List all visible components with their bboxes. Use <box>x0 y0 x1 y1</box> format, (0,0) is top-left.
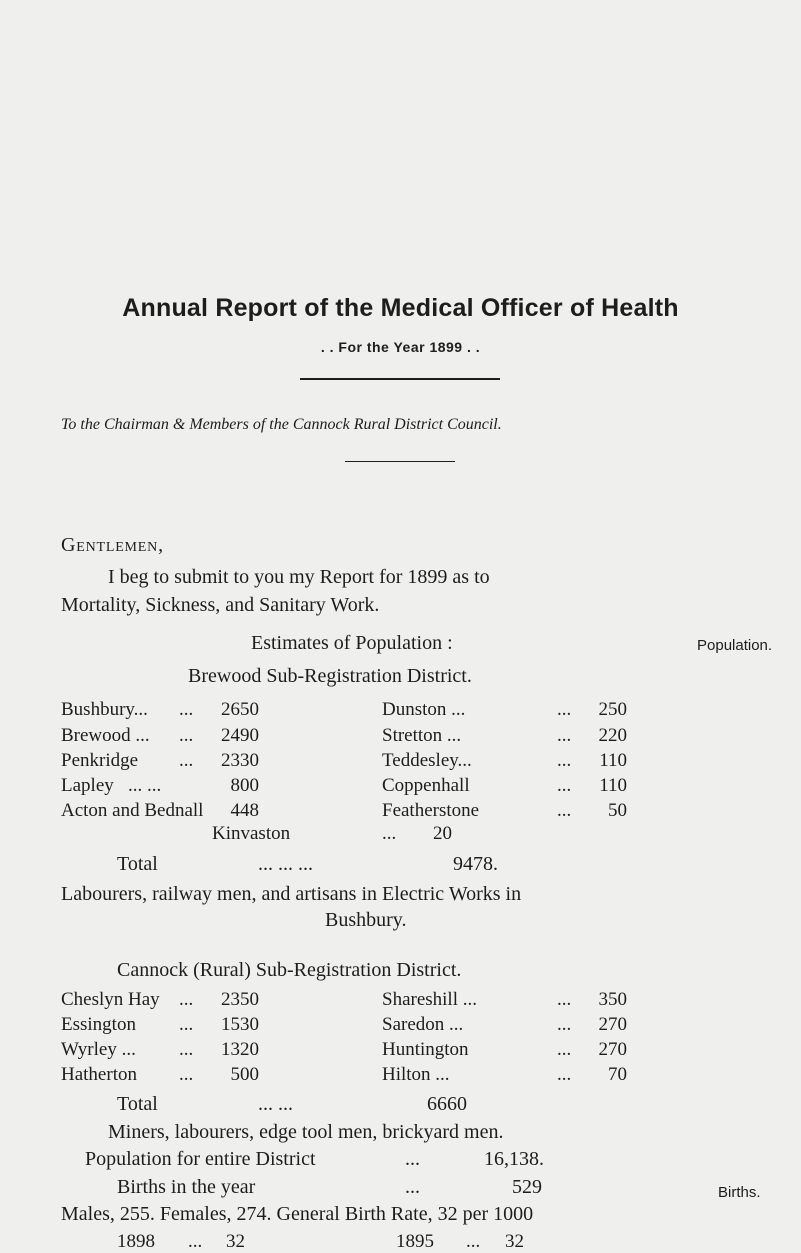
brewood-note-line-2: Bushbury. <box>325 909 407 931</box>
year-rate: 32 <box>226 1231 245 1252</box>
brewood-heading: Brewood Sub-Registration District. <box>188 665 472 687</box>
dots: ... <box>557 989 572 1010</box>
page-title: Annual Report of the Medical Officer of Health <box>122 294 679 322</box>
list-item: Wyrley ... <box>61 1039 136 1060</box>
dots: ... <box>557 1039 572 1060</box>
kinvaston-dots: ... <box>382 823 397 844</box>
cannock-total-dots: ... ... <box>258 1093 293 1115</box>
population-value: 800 <box>230 775 259 796</box>
population-total-value: 16,138. <box>484 1148 544 1170</box>
population-value: 50 <box>608 800 627 821</box>
population-value: 2490 <box>221 725 259 746</box>
population-value: 1530 <box>221 1014 259 1035</box>
births-dots: ... <box>405 1176 420 1198</box>
dots: ... <box>179 750 194 771</box>
population-value: 220 <box>598 725 627 746</box>
list-item: Saredon ... <box>382 1014 464 1035</box>
population-value: 350 <box>598 989 627 1010</box>
dots: ... <box>557 1064 572 1085</box>
list-item: Coppenhall <box>382 775 470 796</box>
population-value: 500 <box>230 1064 259 1085</box>
population-value: 250 <box>598 699 627 720</box>
dots: ... <box>557 800 572 821</box>
dots: ... <box>179 1064 194 1085</box>
list-item: Dunston ... <box>382 699 466 720</box>
list-item: Stretton ... <box>382 725 462 746</box>
dots: ... <box>179 1039 194 1060</box>
dots: ... ... <box>128 775 162 796</box>
dots: ... <box>179 725 194 746</box>
list-item: Lapley <box>61 775 114 796</box>
dots: ... <box>188 1231 203 1252</box>
intro-line-2: Mortality, Sickness, and Sanitary Work. <box>61 594 380 616</box>
population-value: 2330 <box>221 750 259 771</box>
list-item: Bushbury... <box>61 699 148 720</box>
list-item: Teddesley... <box>382 750 472 771</box>
brewood-note-line-1: Labourers, railway men, and artisans in Electric Works in <box>61 883 522 905</box>
margin-note-births: Births. <box>718 1184 761 1201</box>
list-item: Featherstone <box>382 800 480 821</box>
population-value: 70 <box>608 1064 627 1085</box>
list-item: Penkridge <box>61 750 139 771</box>
brewood-total-dots: ... ... ... <box>258 853 313 875</box>
list-item: Essington <box>61 1014 136 1035</box>
births-value: 529 <box>512 1176 542 1198</box>
population-value: 2350 <box>221 989 259 1010</box>
list-item: Hatherton <box>61 1064 137 1085</box>
population-total-dots: ... <box>405 1148 420 1170</box>
margin-note-population: Population. <box>697 637 773 654</box>
list-item: Brewood ... <box>61 725 150 746</box>
list-item: Acton and Bednall <box>61 800 204 821</box>
population-value: 1320 <box>221 1039 259 1060</box>
population-value: 448 <box>230 800 259 821</box>
dots: ... <box>179 1014 194 1035</box>
population-value: 270 <box>598 1039 627 1060</box>
dots: ... <box>557 725 572 746</box>
births-sex-line: Males, 255. Females, 274. General Birth Rate, 32 per 1000 <box>61 1203 534 1225</box>
brewood-total-value: 9478. <box>453 853 498 875</box>
cannock-note: Miners, labourers, edge tool men, brickyard men. <box>108 1121 504 1143</box>
page-subtitle: . . For the Year 1899 . . <box>320 339 481 355</box>
list-item: Huntington <box>382 1039 469 1060</box>
dots: ... <box>179 699 194 720</box>
dots: ... <box>179 989 194 1010</box>
cannock-total-value: 6660 <box>427 1093 467 1115</box>
list-item: Cheslyn Hay <box>61 989 160 1010</box>
population-value: 110 <box>599 750 627 771</box>
dots: ... <box>557 775 572 796</box>
list-item: Hilton ... <box>382 1064 450 1085</box>
estimates-heading: Estimates of Population : <box>251 632 453 654</box>
dots: ... <box>557 1014 572 1035</box>
dots: ... <box>466 1231 481 1252</box>
year-label: 1895 <box>396 1231 434 1252</box>
header-divider <box>300 378 500 380</box>
cannock-total-label: Total <box>117 1093 158 1115</box>
intro-line-1: I beg to submit to you my Report for 1899 as to <box>108 566 490 588</box>
brewood-total-label: Total <box>117 853 158 875</box>
population-value: 2650 <box>221 699 259 720</box>
cannock-heading: Cannock (Rural) Sub-Registration District. <box>117 959 462 981</box>
kinvaston-value: 20 <box>433 823 452 844</box>
dots: ... <box>557 750 572 771</box>
population-value: 110 <box>599 775 627 796</box>
list-item: Shareshill ... <box>382 989 477 1010</box>
population-value: 270 <box>598 1014 627 1035</box>
births-label: Births in the year <box>117 1176 256 1198</box>
year-rate: 32 <box>505 1231 524 1252</box>
address-line: To the Chairman & Members of the Cannock Rural District Council. <box>61 416 502 433</box>
population-total-label: Population for entire District <box>85 1148 316 1170</box>
year-label: 1898 <box>117 1231 155 1252</box>
address-divider <box>345 461 455 462</box>
kinvaston-name: Kinvaston <box>212 823 291 844</box>
dots: ... <box>557 699 572 720</box>
salutation: Gentlemen, <box>61 534 164 556</box>
